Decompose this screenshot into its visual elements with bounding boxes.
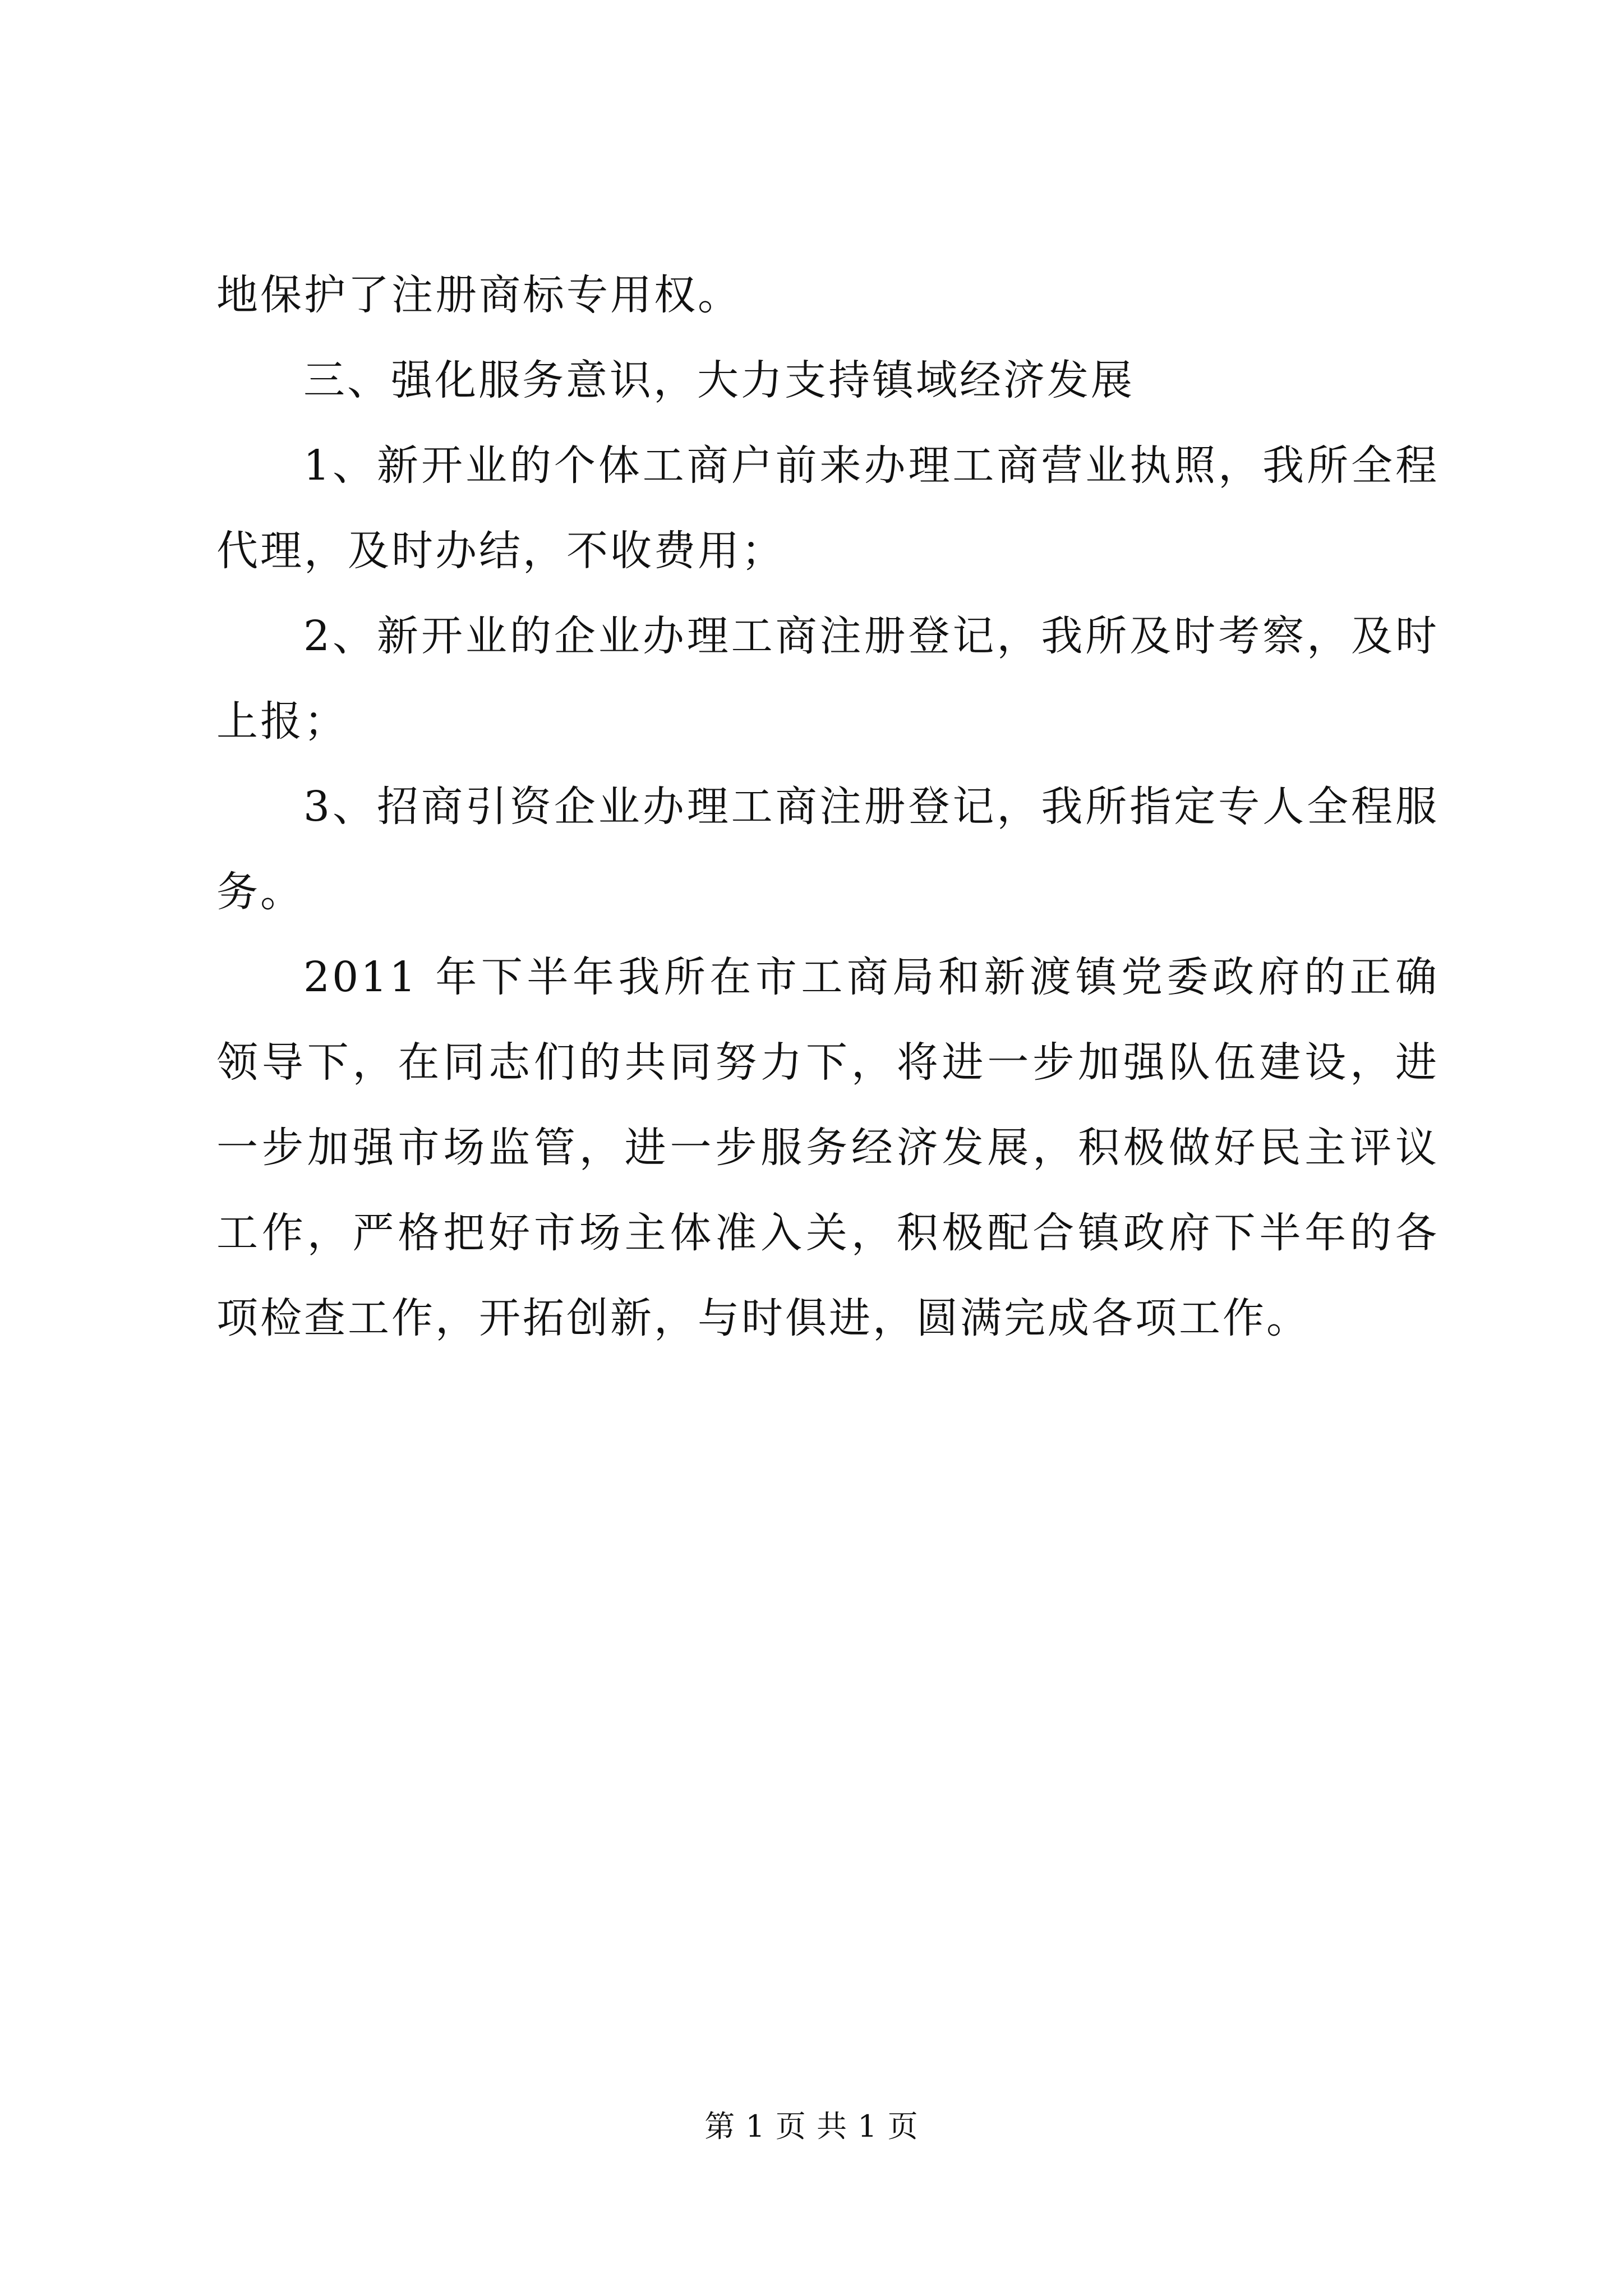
- page-footer: [0, 2107, 1623, 2146]
- list-item: 3、招商引资企业办理工商注册登记，我所指定专人全程服务。: [216, 783, 1439, 916]
- page-number-label: 第 1 页 共 1 页: [704, 2109, 919, 2144]
- document-body: [216, 252, 1439, 1361]
- section-heading: 三、强化服务意识，大力支持镇域经济发展: [303, 356, 1135, 404]
- paragraph-continuation: 地保护了注册商标专用权。: [216, 271, 741, 319]
- list-item: 1、新开业的个体工商户前来办理工商营业执照，我所全程代理，及时办结，不收费用；: [216, 441, 1439, 575]
- paragraph-conclusion: 2011 年下半年我所在市工商局和新渡镇党委政府的正确领导下，在同志们的共同努力下，将进一步加强队伍建设，进一步加强市场监管，进一步服务经济发展，积极做好民主评议工作，严格把好市场主体准入关，积极配合镇政府下半年的各项检查工作，开拓创新，与时俱进，圆满完成各项工作。: [216, 953, 1439, 1342]
- list-item: 2、新开业的企业办理工商注册登记，我所及时考察，及时上报；: [216, 612, 1439, 746]
